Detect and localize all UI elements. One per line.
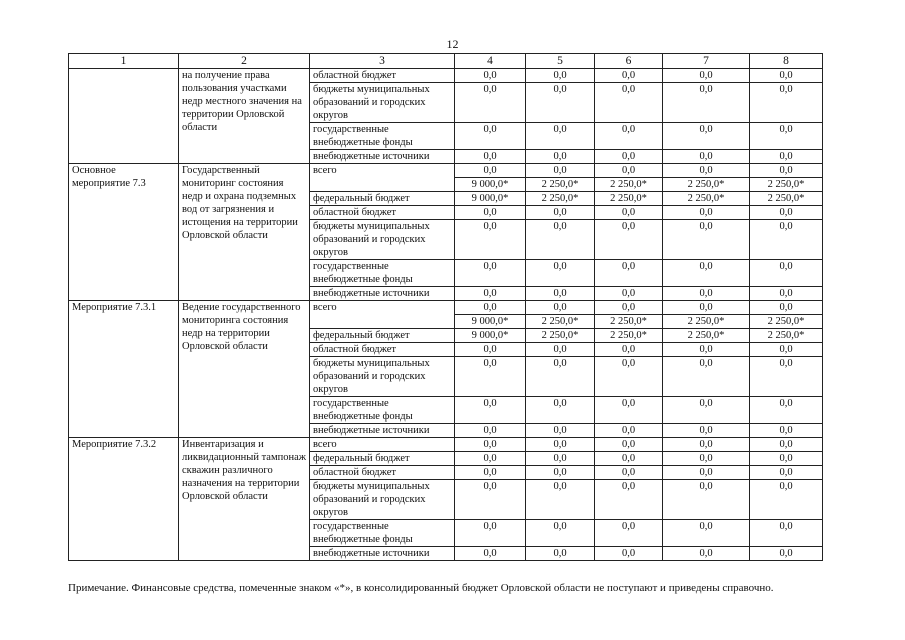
- amount-cell: 0,0: [526, 164, 595, 178]
- amount-cell: 0,0: [455, 260, 526, 287]
- amount-cell: 0,0: [595, 164, 663, 178]
- amount-cell: 0,0: [595, 452, 663, 466]
- amount-cell: 0,0: [750, 260, 823, 287]
- amount-cell: 2 250,0*: [595, 329, 663, 343]
- amount-cell: 0,0: [595, 301, 663, 315]
- amount-cell: 9 000,0*: [455, 329, 526, 343]
- funding-source: бюджеты муниципальных образований и городских округов: [310, 357, 455, 397]
- amount-cell: 0,0: [455, 480, 526, 520]
- table-row: [69, 164, 823, 178]
- amount-cell: 0,0: [526, 69, 595, 83]
- amount-cell: 0,0: [750, 438, 823, 452]
- amount-cell: 0,0: [750, 150, 823, 164]
- amount-cell: 0,0: [750, 164, 823, 178]
- amount-cell: 0,0: [595, 123, 663, 150]
- amount-cell: 2 250,0*: [526, 315, 595, 329]
- amount-cell: 0,0: [455, 424, 526, 438]
- amount-cell: 0,0: [663, 301, 750, 315]
- amount-cell: 0,0: [595, 260, 663, 287]
- amount-cell: 0,0: [455, 164, 526, 178]
- amount-cell: 2 250,0*: [750, 315, 823, 329]
- column-header: 3: [310, 54, 455, 69]
- funding-source: федеральный бюджет: [310, 452, 455, 466]
- funding-source: государственные внебюджетные фонды: [310, 260, 455, 287]
- amount-cell: 0,0: [750, 287, 823, 301]
- measure-name: Ведение государственного мониторинга состояния недр на территории Орловской области: [179, 301, 310, 438]
- measure-code: Мероприятие 7.3.2: [69, 438, 179, 561]
- funding-source: всего: [310, 438, 455, 452]
- funding-source: областной бюджет: [310, 466, 455, 480]
- header-row: [69, 54, 823, 69]
- amount-cell: 0,0: [663, 438, 750, 452]
- amount-cell: 0,0: [663, 123, 750, 150]
- amount-cell: 2 250,0*: [663, 178, 750, 192]
- amount-cell: 0,0: [595, 69, 663, 83]
- amount-cell: 0,0: [526, 357, 595, 397]
- amount-cell: 0,0: [455, 357, 526, 397]
- amount-cell: 0,0: [526, 83, 595, 123]
- amount-cell: 0,0: [595, 480, 663, 520]
- amount-cell: 9 000,0*: [455, 178, 526, 192]
- amount-cell: 0,0: [526, 206, 595, 220]
- amount-cell: 0,0: [526, 260, 595, 287]
- table-row: [69, 69, 823, 83]
- funding-source: государственные внебюджетные фонды: [310, 397, 455, 424]
- funding-source: федеральный бюджет: [310, 329, 455, 343]
- amount-cell: 0,0: [750, 466, 823, 480]
- column-header: 6: [595, 54, 663, 69]
- amount-cell: 2 250,0*: [750, 329, 823, 343]
- funding-source: бюджеты муниципальных образований и городских округов: [310, 480, 455, 520]
- amount-cell: 2 250,0*: [750, 192, 823, 206]
- amount-cell: 0,0: [663, 357, 750, 397]
- amount-cell: 0,0: [663, 397, 750, 424]
- amount-cell: 0,0: [526, 466, 595, 480]
- amount-cell: 0,0: [595, 343, 663, 357]
- amount-cell: 0,0: [663, 83, 750, 123]
- column-header: 7: [663, 54, 750, 69]
- amount-cell: 0,0: [663, 466, 750, 480]
- amount-cell: 0,0: [663, 547, 750, 561]
- amount-cell: 0,0: [750, 69, 823, 83]
- amount-cell: 0,0: [663, 206, 750, 220]
- amount-cell: 0,0: [750, 357, 823, 397]
- funding-source: внебюджетные источники: [310, 424, 455, 438]
- funding-source: внебюджетные источники: [310, 547, 455, 561]
- amount-cell: 0,0: [595, 520, 663, 547]
- amount-cell: 0,0: [526, 343, 595, 357]
- amount-cell: 2 250,0*: [526, 192, 595, 206]
- funding-source: областной бюджет: [310, 343, 455, 357]
- column-header: 4: [455, 54, 526, 69]
- funding-source: областной бюджет: [310, 206, 455, 220]
- amount-cell: 0,0: [455, 220, 526, 260]
- table-row: [69, 301, 823, 315]
- amount-cell: 2 250,0*: [595, 192, 663, 206]
- column-header: 2: [179, 54, 310, 69]
- funding-source: государственные внебюджетные фонды: [310, 520, 455, 547]
- amount-cell: 0,0: [455, 452, 526, 466]
- amount-cell: 2 250,0*: [526, 329, 595, 343]
- amount-cell: 2 250,0*: [663, 315, 750, 329]
- amount-cell: 0,0: [595, 466, 663, 480]
- funding-source: бюджеты муниципальных образований и городских округов: [310, 220, 455, 260]
- column-header: 1: [69, 54, 179, 69]
- amount-cell: 0,0: [663, 164, 750, 178]
- amount-cell: 0,0: [750, 424, 823, 438]
- amount-cell: 0,0: [663, 480, 750, 520]
- funding-source: внебюджетные источники: [310, 287, 455, 301]
- amount-cell: 0,0: [595, 150, 663, 164]
- amount-cell: 0,0: [750, 397, 823, 424]
- amount-cell: 0,0: [526, 220, 595, 260]
- amount-cell: 0,0: [455, 466, 526, 480]
- amount-cell: 0,0: [526, 123, 595, 150]
- amount-cell: 0,0: [595, 438, 663, 452]
- amount-cell: 0,0: [455, 206, 526, 220]
- amount-cell: 0,0: [455, 69, 526, 83]
- amount-cell: 0,0: [750, 123, 823, 150]
- amount-cell: 0,0: [663, 150, 750, 164]
- amount-cell: 2 250,0*: [595, 315, 663, 329]
- funding-source: федеральный бюджет: [310, 192, 455, 206]
- amount-cell: 0,0: [526, 452, 595, 466]
- footnote: Примечание. Финансовые средства, помеченные знаком «*», в консолидированный бюджет Орловской области не поступают и приведены справочно.: [68, 582, 774, 594]
- amount-cell: 9 000,0*: [455, 192, 526, 206]
- amount-cell: 0,0: [455, 547, 526, 561]
- amount-cell: 2 250,0*: [663, 329, 750, 343]
- amount-cell: 0,0: [455, 397, 526, 424]
- amount-cell: 0,0: [750, 206, 823, 220]
- amount-cell: 0,0: [595, 357, 663, 397]
- amount-cell: 0,0: [595, 397, 663, 424]
- amount-cell: 2 250,0*: [526, 178, 595, 192]
- amount-cell: 0,0: [663, 260, 750, 287]
- amount-cell: 0,0: [455, 123, 526, 150]
- funding-source: государственные внебюджетные фонды: [310, 123, 455, 150]
- amount-cell: 0,0: [595, 83, 663, 123]
- column-header: 5: [526, 54, 595, 69]
- amount-cell: 0,0: [750, 301, 823, 315]
- amount-cell: 9 000,0*: [455, 315, 526, 329]
- measure-code: Мероприятие 7.3.1: [69, 301, 179, 438]
- funding-source: внебюджетные источники: [310, 150, 455, 164]
- amount-cell: 0,0: [595, 424, 663, 438]
- amount-cell: 0,0: [526, 424, 595, 438]
- amount-cell: 0,0: [526, 287, 595, 301]
- amount-cell: 0,0: [750, 480, 823, 520]
- funding-source: всего: [310, 164, 455, 192]
- amount-cell: 0,0: [750, 547, 823, 561]
- amount-cell: 0,0: [526, 397, 595, 424]
- amount-cell: 2 250,0*: [595, 178, 663, 192]
- amount-cell: 0,0: [595, 547, 663, 561]
- amount-cell: 0,0: [750, 520, 823, 547]
- amount-cell: 0,0: [663, 343, 750, 357]
- amount-cell: 0,0: [455, 343, 526, 357]
- amount-cell: 0,0: [663, 69, 750, 83]
- amount-cell: 0,0: [663, 287, 750, 301]
- measure-name: Инвентаризация и ликвидационный тампонаж скважин различного назначения на территории Орловской области: [179, 438, 310, 561]
- page-number: 12: [446, 37, 459, 51]
- measure-code: Основное мероприятие 7.3: [69, 164, 179, 301]
- amount-cell: 0,0: [455, 301, 526, 315]
- funding-source: бюджеты муниципальных образований и городских округов: [310, 83, 455, 123]
- amount-cell: 0,0: [750, 452, 823, 466]
- amount-cell: 0,0: [526, 150, 595, 164]
- amount-cell: 0,0: [750, 83, 823, 123]
- measure-code: [69, 69, 179, 164]
- amount-cell: 0,0: [526, 301, 595, 315]
- measure-name: Государственный мониторинг состояния недр и охрана подземных вод от загрязнения и истощения на территории Орловской области: [179, 164, 310, 301]
- amount-cell: 0,0: [595, 220, 663, 260]
- amount-cell: 0,0: [750, 220, 823, 260]
- measure-name: на получение права пользования участками недр местного значения на территории Орловской области: [179, 69, 310, 164]
- amount-cell: 0,0: [455, 520, 526, 547]
- amount-cell: 0,0: [526, 520, 595, 547]
- amount-cell: 0,0: [455, 150, 526, 164]
- amount-cell: 0,0: [455, 438, 526, 452]
- amount-cell: 0,0: [526, 480, 595, 520]
- funding-source: всего: [310, 301, 455, 329]
- column-header: 8: [750, 54, 823, 69]
- table-row: [69, 438, 823, 452]
- amount-cell: 0,0: [663, 452, 750, 466]
- amount-cell: 2 250,0*: [663, 192, 750, 206]
- funding-source: областной бюджет: [310, 69, 455, 83]
- amount-cell: 0,0: [526, 547, 595, 561]
- amount-cell: 0,0: [663, 520, 750, 547]
- amount-cell: 0,0: [526, 438, 595, 452]
- amount-cell: 0,0: [455, 83, 526, 123]
- amount-cell: 0,0: [455, 287, 526, 301]
- amount-cell: 0,0: [663, 220, 750, 260]
- amount-cell: 0,0: [663, 424, 750, 438]
- funding-table: [68, 53, 823, 561]
- amount-cell: 2 250,0*: [750, 178, 823, 192]
- amount-cell: 0,0: [595, 287, 663, 301]
- amount-cell: 0,0: [750, 343, 823, 357]
- amount-cell: 0,0: [595, 206, 663, 220]
